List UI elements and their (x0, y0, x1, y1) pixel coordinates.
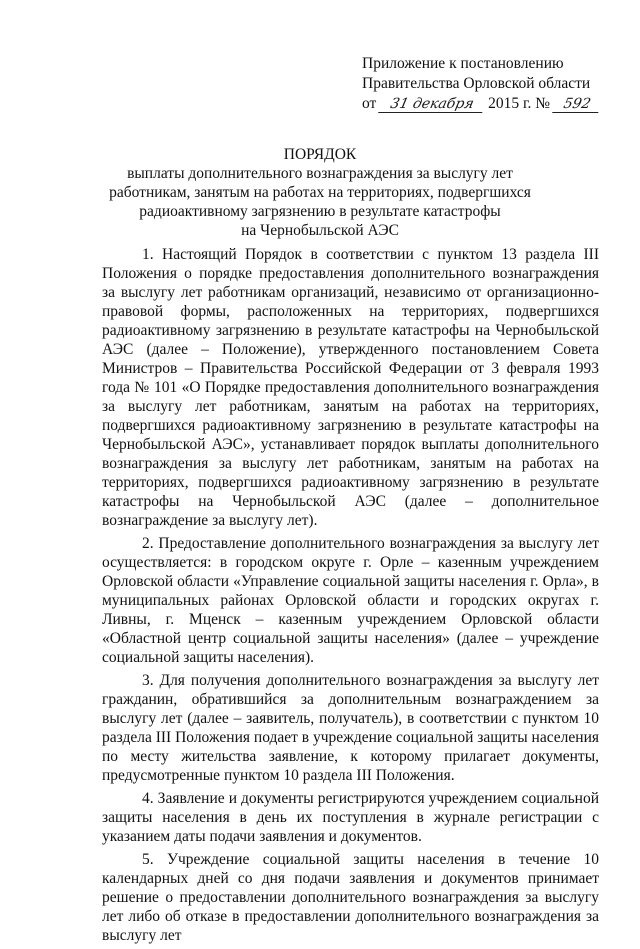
appendix-line-1: Приложение к постановлению (362, 55, 564, 72)
title-line-4: на Чернобыльской АЭС (241, 222, 399, 239)
year-number-label: 2015 г. № (488, 95, 551, 112)
appendix-line-2: Правительства Орловской области (362, 75, 591, 92)
document-body (102, 245, 599, 949)
title-line-3: радиоактивному загрязнению в результате катастрофы (139, 203, 501, 220)
appendix-header (362, 54, 612, 114)
appendix-date-line (362, 94, 612, 114)
from-label: от (362, 95, 377, 112)
title-line-1: выплаты дополнительного вознаграждения за выслугу лет (127, 165, 513, 182)
title-heading: ПОРЯДОК (283, 146, 357, 163)
handwritten-number: 592 (552, 96, 602, 113)
paragraph-3: 3. Для получения дополнительного вознаграждения за выслугу лет гражданин, обратившийся за дополнительным вознаграждением за выслугу лет (далее – заявитель, получатель), в соответствии с пунктом 10 раздела III Положения подает в учреждение социальной защиты населения по месту жительства заявление, к которому прилагает документы, предусмотренные пунктом 10 раздела III Положения. (102, 672, 599, 784)
title-line-2: работникам, занятым на работах на территориях, подвергшихся (109, 184, 531, 201)
paragraph-2: 2. Предоставление дополнительного вознаграждения за выслугу лет осуществляется: в городском округе г. Орле – казенным учреждением Орловской области «Управление социальной защиты населения г. Орла», в муниципальных районах Орловской области и городских округах г. Ливны, г. Мценск – казенным учреждением Орловской области «Областной центр социальной защиты населения» (далее – учреждение социальной защиты населения). (102, 535, 599, 666)
paragraph-4: 4. Заявление и документы регистрируются учреждением социальной защиты населения в день их поступления в журнале регистрации с указанием даты подачи заявления и документов. (102, 790, 599, 845)
document-title (80, 145, 560, 240)
paragraph-1: 1. Настоящий Порядок в соответствии с пунктом 13 раздела III Положения о порядке предоставления дополнительного вознаграждения за выслугу лет работникам организаций, независимо от организационно-правовой формы, расположенных на территориях, подвергшихся радиоактивному загрязнению в результате катастрофы на Чернобыльской АЭС (далее – Положение), утвержденного постановлением Совета Министров – Правительства Российской Федерации от 3 февраля 1993 года № 101 «О Порядке предоставления дополнительного вознаграждения за выслугу лет работникам, занятым на работах на территориях, подвергшихся радиоактивному загрязнению в результате катастрофы на Чернобыльской АЭС», устанавливает порядок выплаты дополнительного вознаграждения за выслугу лет работникам, занятым на работах на территориях, подвергшихся радиоактивному загрязнению в результате катастрофы на Чернобыльской АЭС (далее – дополнительное вознаграждение за выслугу лет). (102, 246, 599, 529)
paragraph-5: 5. Учреждение социальной защиты населения в течение 10 календарных дней со дня подачи заявления и документов принимает решение о предоставлении дополнительного вознаграждения за выслугу лет либо об отказе в предоставлении дополнительного вознаграждения за выслугу лет (102, 851, 599, 944)
handwritten-date: 31 декабря (378, 96, 486, 113)
